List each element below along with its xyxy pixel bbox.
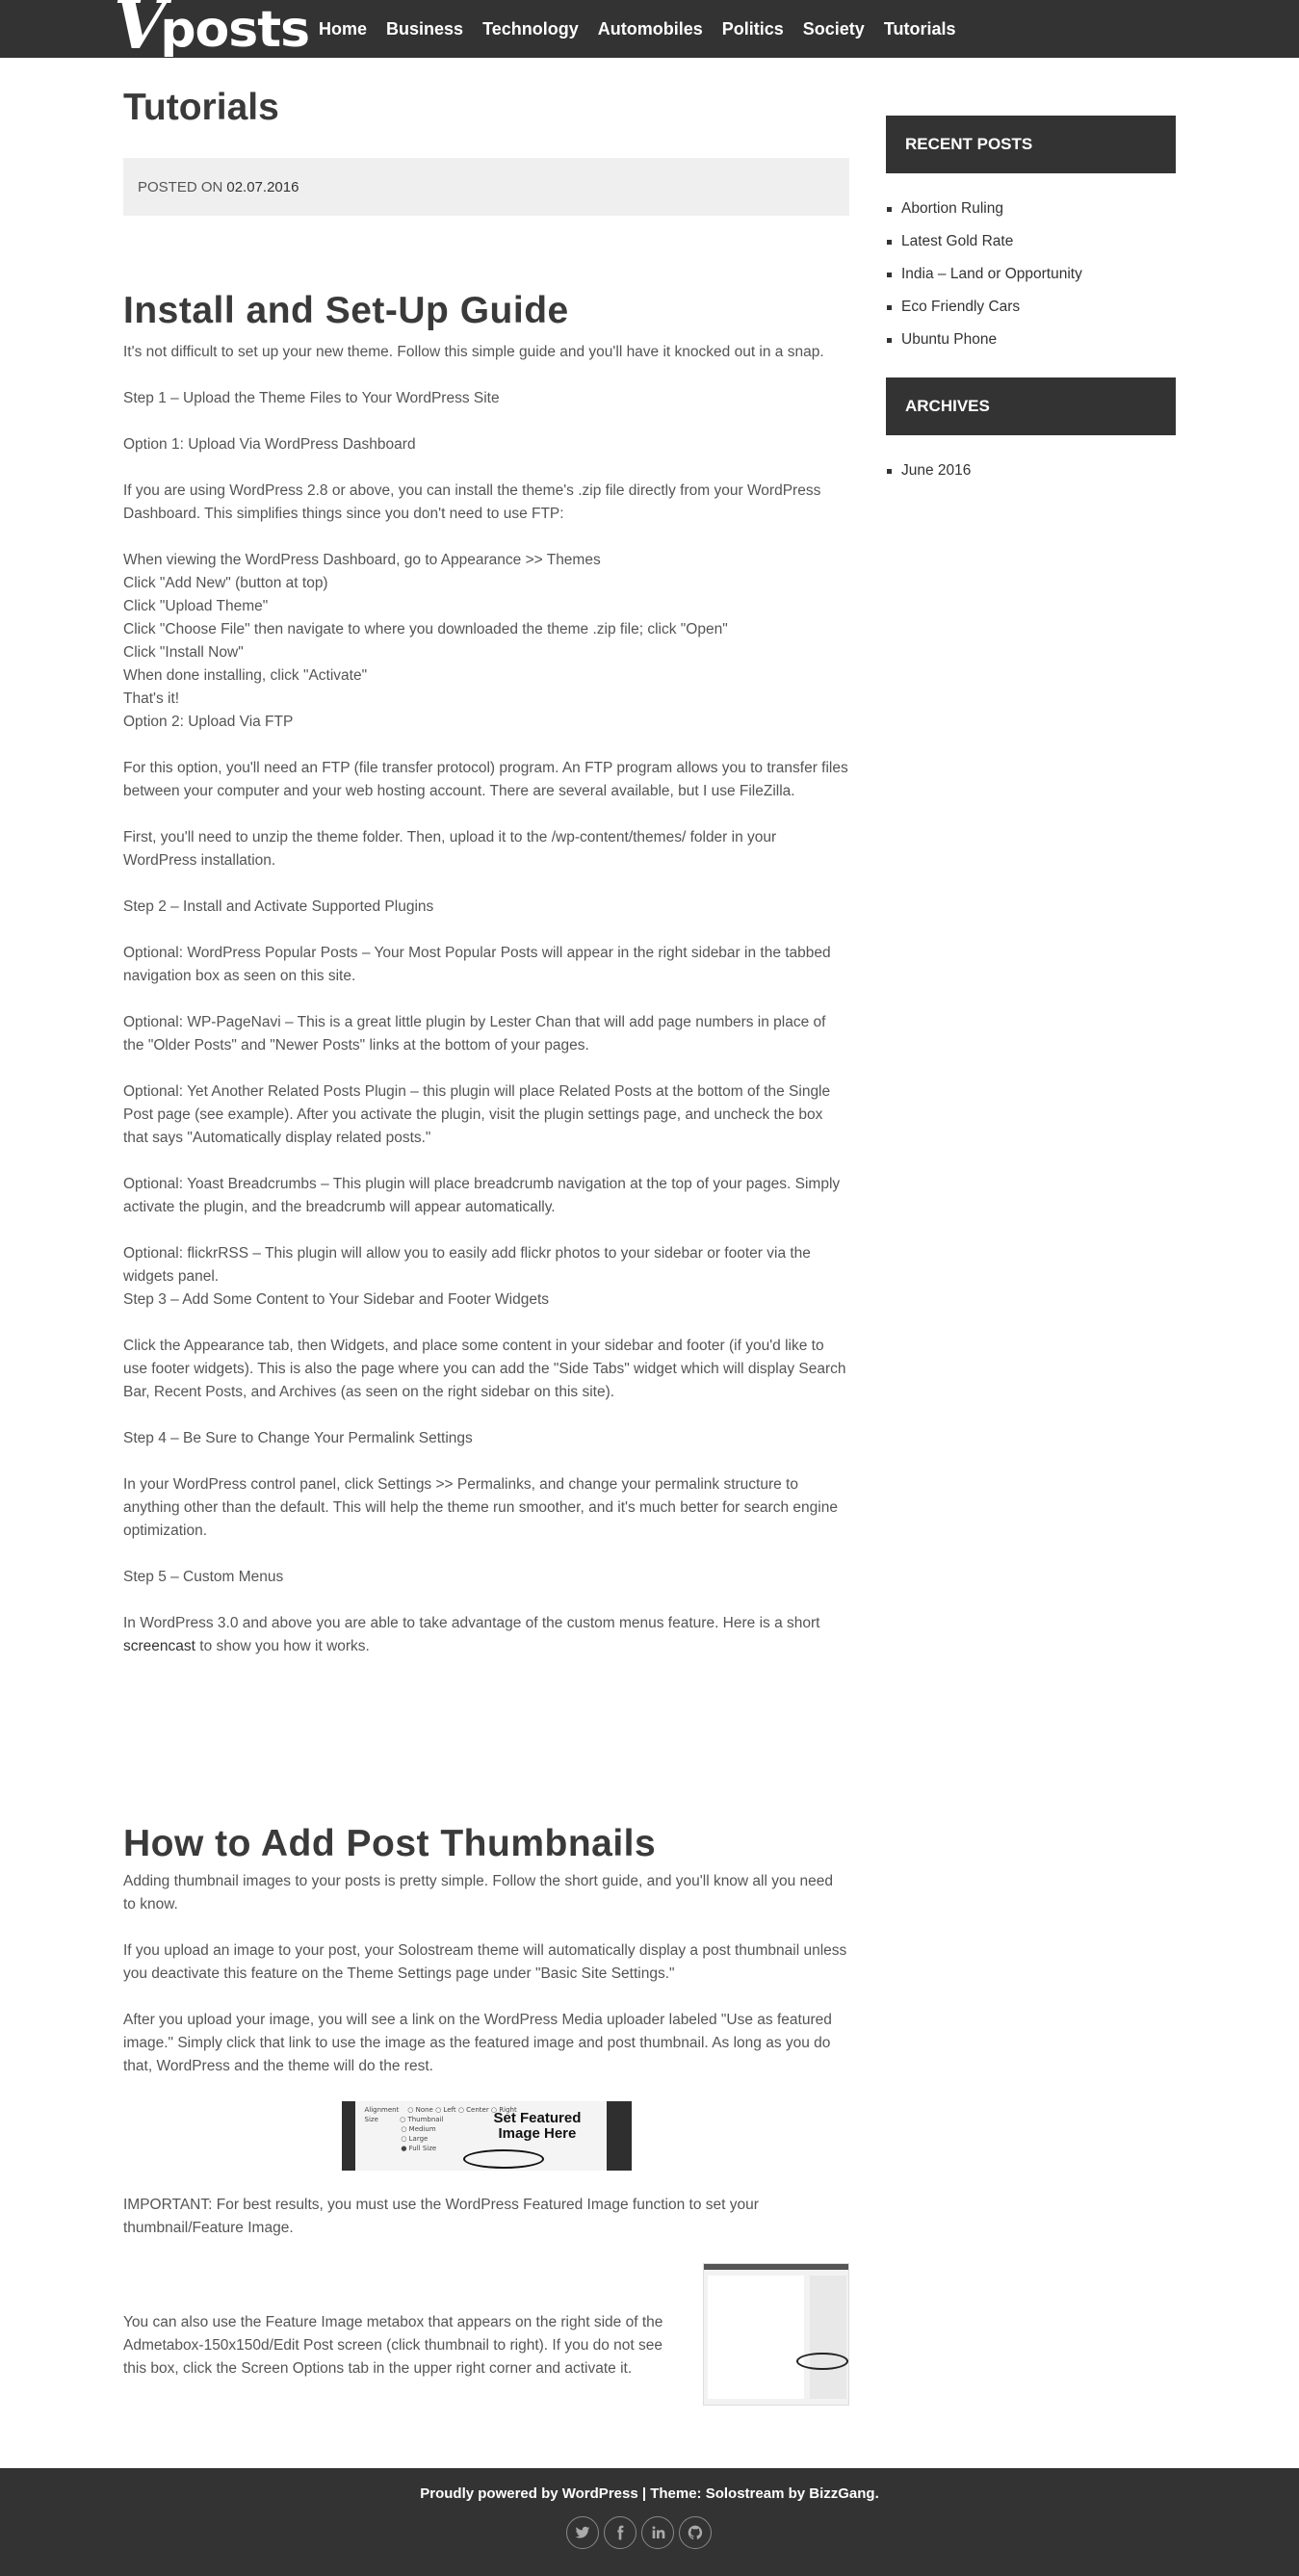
- widget-title: ARCHIVES: [886, 377, 1176, 435]
- list-item: That's it!: [123, 690, 180, 707]
- recent-posts-list: [886, 193, 1176, 356]
- nav-home[interactable]: Home: [319, 18, 368, 39]
- paragraph: Optional: WP-PageNavi – This is a great little plugin by Lester Chan that will add page numbers in place of the "Older Posts" and "Newer Posts" links at the bottom of your pages.: [123, 1014, 826, 1054]
- paragraph: You can also use the Feature Image metabox that appears on the right side of the Admetabox-150x150d/Edit Post screen (click thumbnail to right). If you do not see this box, click the Screen Options tab in the upper right corner and activate it.: [123, 2314, 663, 2377]
- paragraph: Optional: flickrRSS – This plugin will allow you to easily add flickr photos to your sidebar or footer via the widgets panel.: [123, 1245, 811, 1285]
- recent-post-link[interactable]: Latest Gold Rate: [886, 225, 1176, 258]
- list-item: When done installing, click "Activate": [123, 667, 368, 684]
- github-icon[interactable]: [679, 2516, 712, 2549]
- text: to show you how it works.: [195, 1638, 370, 1654]
- paragraph: Option 1: Upload Via WordPress Dashboard: [123, 436, 416, 453]
- main-menu: [319, 0, 974, 58]
- twitter-icon[interactable]: [566, 2516, 599, 2549]
- post-meta-box: [123, 158, 849, 216]
- paragraph-menus: [123, 1612, 849, 1658]
- archives-list: [886, 455, 1176, 487]
- paragraph: If you upload an image to your post, your Solostream theme will automatically display a post thumbnail unless you deactivate this feature on the Theme Settings page under "Basic Site Settings.": [123, 1942, 847, 1982]
- paragraph-wrap: [123, 2311, 849, 2381]
- main-content: [123, 87, 849, 2407]
- image-options-mockup: Alignment ○ None ○ Left ○ Center ○ Right Size ○ Thumbnail ○ Medium ○ Large ● Full Size: [364, 2106, 517, 2152]
- social-links: [566, 2516, 716, 2549]
- paragraph: In your WordPress control panel, click Settings >> Permalinks, and change your permalink structure to anything other than the default. This will help the theme run smoother, and it's much better for search engine optimization.: [123, 1476, 838, 1539]
- archives-widget: [886, 377, 1176, 487]
- paragraph: Step 5 – Custom Menus: [123, 1569, 284, 1585]
- nav-business[interactable]: Business: [386, 18, 464, 39]
- logo-initial: V: [114, 0, 163, 65]
- paragraph: If you are using WordPress 2.8 or above, you can install the theme's .zip file directly from your WordPress Dashboard. This simplifies things since you don't need to use FTP:: [123, 482, 821, 522]
- site-footer: [0, 2468, 1299, 2576]
- recent-post-link[interactable]: Ubuntu Phone: [886, 324, 1176, 356]
- paragraph: For this option, you'll need an FTP (file transfer protocol) program. An FTP program allows you to transfer files between your computer and your web hosting account. There are several available, but I use FileZilla.: [123, 760, 848, 799]
- paragraph: Optional: Yet Another Related Posts Plugin – this plugin will place Related Posts at the bottom of the Single Post page (see example). After you activate the plugin, visit the plugin settings page, and uncheck the box that says "Automatically display related posts.": [123, 1083, 831, 1146]
- paragraph: Step 2 – Install and Activate Supported Plugins: [123, 898, 434, 915]
- paragraph: After you upload your image, you will see a link on the WordPress Media uploader labeled "Use as featured image." Simply click that link to use the image as the featured image and post thumbnail. As long as you do that, WordPress and the theme will do the rest.: [123, 2012, 832, 2074]
- nav-society[interactable]: Society: [802, 18, 865, 39]
- featured-image-screenshot[interactable]: [342, 2101, 632, 2171]
- list-item: Click "Add New" (button at top): [123, 575, 328, 591]
- post-title-thumbnails[interactable]: How to Add Post Thumbnails: [123, 1823, 657, 1864]
- recent-post-link[interactable]: India – Land or Opportunity: [886, 258, 1176, 291]
- paragraph: Optional: Yoast Breadcrumbs – This plugin will place breadcrumb navigation at the top of your pages. Simply activate the plugin, and the breadcrumb will appear automatically.: [123, 1176, 841, 1215]
- page-title: Tutorials: [123, 87, 279, 128]
- install-steps-list: [123, 549, 849, 734]
- image-caption-line: Image Here: [498, 2125, 577, 2142]
- image-edge: [607, 2101, 632, 2171]
- recent-posts-widget: [886, 116, 1176, 356]
- list-item: When viewing the WordPress Dashboard, go to Appearance >> Themes: [123, 552, 601, 568]
- footer-credit[interactable]: Proudly powered by WordPress | Theme: Solostream by BizzGang.: [420, 2485, 879, 2502]
- widget-title: RECENT POSTS: [886, 116, 1176, 173]
- nav-tutorials[interactable]: Tutorials: [883, 18, 956, 39]
- image-edge: [342, 2101, 355, 2171]
- facebook-icon[interactable]: [604, 2516, 637, 2549]
- post-title-install[interactable]: Install and Set-Up Guide: [123, 290, 569, 331]
- list-item: Click "Choose File" then navigate to where you downloaded the theme .zip file; click "Open": [123, 621, 728, 637]
- list-item: Click "Install Now": [123, 644, 244, 661]
- logo-text: posts: [160, 1, 310, 59]
- top-navigation-bar: [0, 0, 1299, 65]
- recent-post-link[interactable]: Eco Friendly Cars: [886, 291, 1176, 324]
- sidebar: [886, 116, 1176, 487]
- paragraph: IMPORTANT: For best results, you must use the WordPress Featured Image function to set your thumbnail/Feature Image.: [123, 2197, 759, 2236]
- posted-on-label: POSTED ON: [138, 178, 223, 195]
- site-logo[interactable]: [114, 0, 310, 65]
- list-item: Click "Upload Theme": [123, 598, 269, 614]
- highlight-oval: [463, 2149, 544, 2169]
- nav-technology[interactable]: Technology: [482, 18, 579, 39]
- recent-post-link[interactable]: Abortion Ruling: [886, 193, 1176, 225]
- paragraph: Step 4 – Be Sure to Change Your Permalink Settings: [123, 1430, 473, 1446]
- nav-automobiles[interactable]: Automobiles: [597, 18, 703, 39]
- linkedin-icon[interactable]: [641, 2516, 674, 2549]
- screencast-link[interactable]: screencast: [123, 1638, 195, 1654]
- paragraph: Step 1 – Upload the Theme Files to Your WordPress Site: [123, 390, 500, 406]
- image-bar: [704, 2264, 848, 2270]
- posted-on-date[interactable]: 02.07.2016: [226, 178, 299, 195]
- paragraph: Click the Appearance tab, then Widgets, and place some content in your sidebar and footer (if you'd like to use footer widgets). This is also the page where you can add the "Side Tabs" widget which will display Search Bar, Recent Posts, and Archives (as seen on the right sidebar on this site).: [123, 1338, 846, 1400]
- paragraph: It's not difficult to set up your new theme. Follow this simple guide and you'll have it knocked out in a snap.: [123, 344, 824, 360]
- nav-politics[interactable]: Politics: [721, 18, 784, 39]
- text: In WordPress 3.0 and above you are able to take advantage of the custom menus feature. Here is a short: [123, 1615, 820, 1631]
- paragraph: Step 3 – Add Some Content to Your Sidebar and Footer Widgets: [123, 1291, 550, 1308]
- archive-link[interactable]: June 2016: [886, 455, 1176, 487]
- paragraph: Optional: WordPress Popular Posts – Your Most Popular Posts will appear in the right sidebar in the tabbed navigation box as seen on this site.: [123, 945, 831, 984]
- paragraph: Adding thumbnail images to your posts is pretty simple. Follow the short guide, and you'll know all you need to know.: [123, 1873, 834, 1912]
- image-caption-line: Set Featured: [493, 2110, 582, 2126]
- list-item: Option 2: Upload Via FTP: [123, 714, 294, 730]
- metabox-section: [123, 2263, 849, 2407]
- paragraph: First, you'll need to unzip the theme folder. Then, upload it to the /wp-content/themes/ folder in your WordPress installation.: [123, 829, 777, 869]
- image-caption: [494, 2111, 582, 2142]
